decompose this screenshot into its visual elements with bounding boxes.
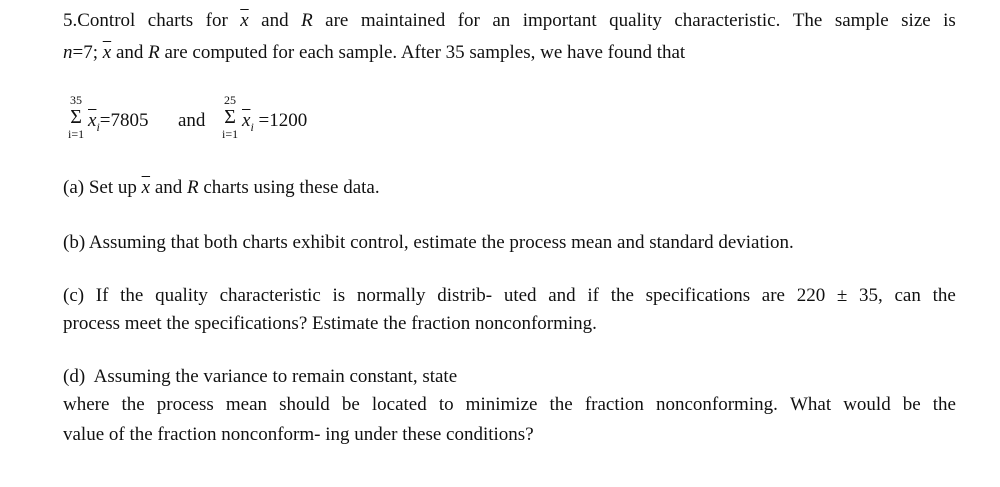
word: are bbox=[761, 285, 785, 306]
sum-2-term bbox=[242, 109, 307, 139]
part-a bbox=[63, 176, 380, 200]
sum-and-text: and bbox=[178, 110, 206, 131]
word: important bbox=[522, 10, 597, 31]
word: if bbox=[587, 285, 599, 306]
word: the bbox=[120, 285, 144, 306]
part-b bbox=[63, 231, 794, 255]
word: be bbox=[902, 394, 921, 415]
sigma-symbol: Σ bbox=[224, 106, 236, 128]
word: process bbox=[156, 394, 214, 415]
word: and bbox=[548, 285, 576, 306]
line-text: are computed for each sample. After 35 samples, we have found that bbox=[164, 42, 686, 63]
word: located bbox=[371, 394, 427, 415]
word: should bbox=[279, 394, 330, 415]
summation-1 bbox=[68, 94, 84, 140]
part-c-line-1 bbox=[63, 284, 956, 308]
word: and bbox=[115, 42, 144, 63]
xbar-symbol: $\overline{x}$ bbox=[242, 110, 251, 131]
sum-1-term bbox=[88, 109, 149, 139]
part-d-line-2 bbox=[63, 393, 956, 417]
part-d-line-3: value of the fraction nonconform- ing under these conditions? bbox=[63, 424, 534, 445]
r-symbol: R bbox=[301, 10, 313, 31]
word: the bbox=[932, 285, 956, 306]
word: characteristic bbox=[219, 285, 321, 306]
word: would bbox=[843, 394, 891, 415]
problem-line-2 bbox=[63, 41, 685, 65]
word: is bbox=[332, 285, 346, 306]
xbar-symbol: $\overline{x}$ bbox=[240, 10, 249, 31]
sample-size-value: =7; bbox=[72, 42, 98, 63]
part-d-line-1: (d) Assuming the variance to remain constant, state bbox=[63, 366, 458, 387]
part-a-text: charts using these data. bbox=[203, 177, 380, 198]
word: ± bbox=[836, 285, 848, 306]
sum-2-value: =1200 bbox=[258, 110, 308, 131]
word: size bbox=[901, 10, 931, 31]
sigma-symbol: Σ bbox=[70, 106, 82, 128]
word: where bbox=[63, 394, 110, 415]
word: can bbox=[894, 285, 921, 306]
word: (c) bbox=[63, 285, 85, 306]
xbar-symbol: $\overline{x}$ bbox=[141, 177, 151, 198]
word: quality bbox=[155, 285, 208, 306]
sum-lower-limit: i=1 bbox=[68, 127, 85, 141]
word: be bbox=[341, 394, 360, 415]
word: The bbox=[792, 10, 823, 31]
problem-line-1 bbox=[63, 9, 956, 33]
word: are bbox=[325, 10, 349, 31]
word: nonconforming. bbox=[655, 394, 778, 415]
word: for bbox=[205, 10, 228, 31]
word: normally bbox=[356, 285, 426, 306]
word: fraction bbox=[584, 394, 644, 415]
word: the bbox=[121, 394, 145, 415]
word: for bbox=[457, 10, 480, 31]
subscript-i: i bbox=[96, 120, 100, 134]
summation-2 bbox=[222, 94, 238, 140]
word: maintained bbox=[360, 10, 446, 31]
word: quality bbox=[609, 10, 662, 31]
word: What bbox=[789, 394, 832, 415]
word: sample bbox=[834, 10, 889, 31]
word: the bbox=[932, 394, 956, 415]
part-a-text: Set up bbox=[88, 177, 137, 198]
word: mean bbox=[225, 394, 268, 415]
sum-lower-limit: i=1 bbox=[222, 127, 239, 141]
word: 5.Control bbox=[63, 10, 136, 31]
word: the bbox=[610, 285, 634, 306]
word: uted bbox=[503, 285, 537, 306]
part-a-label: (a) bbox=[63, 177, 85, 198]
part-a-text: and bbox=[154, 177, 183, 198]
word: minimize bbox=[465, 394, 538, 415]
sum-upper-limit: 25 bbox=[224, 93, 237, 107]
xbar-symbol: $\overline{x}$ bbox=[88, 110, 97, 131]
subscript-i: i bbox=[250, 120, 254, 134]
r-symbol: R bbox=[187, 177, 199, 198]
word: to bbox=[438, 394, 454, 415]
word: the bbox=[549, 394, 573, 415]
word: is bbox=[943, 10, 956, 31]
word: and bbox=[261, 10, 289, 31]
sum-upper-limit: 35 bbox=[70, 93, 83, 107]
word: 35, bbox=[859, 285, 883, 306]
part-c-line-2: process meet the specifications? Estimate the fraction nonconforming. bbox=[63, 313, 597, 334]
word: distrib- bbox=[437, 285, 493, 306]
r-symbol: R bbox=[148, 42, 160, 63]
sum-1-value: =7805 bbox=[99, 110, 149, 131]
part-b-label: (b) bbox=[63, 232, 86, 253]
part-b-text: Assuming that both charts exhibit control, estimate the process mean and standard deviation. bbox=[88, 232, 794, 253]
word: specifications bbox=[645, 285, 751, 306]
word: charts bbox=[147, 10, 194, 31]
word: If bbox=[95, 285, 109, 306]
word: characteristic. bbox=[674, 10, 781, 31]
n-symbol: n bbox=[63, 42, 73, 63]
word: 220 bbox=[796, 285, 826, 306]
word: an bbox=[492, 10, 511, 31]
xbar-symbol: $\overline{x}$ bbox=[102, 42, 112, 63]
